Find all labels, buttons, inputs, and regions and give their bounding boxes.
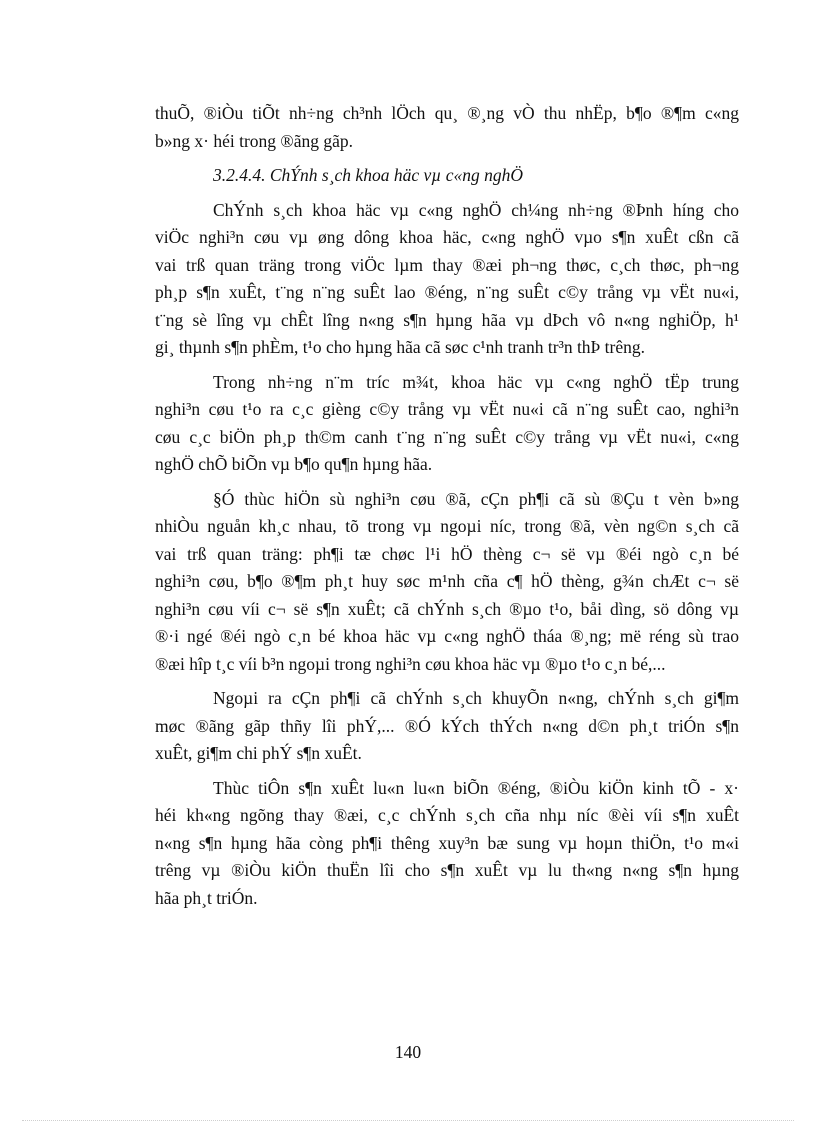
body-text xyxy=(155,100,739,919)
paragraph xyxy=(155,369,739,479)
heading-line: 3.2.4.4. ChÝnh s¸ch khoa häc vµ c«ng nghÖ xyxy=(213,165,523,185)
text-line: §Ó thùc hiÖn sù nghi³n cøu ®ã, cÇn ph¶i cã sù ®Çu t vèn b»ng xyxy=(213,488,739,509)
text-line: møc ®ãng gãp thñy lîi phÝ,... ®Ó kÝch thÝch n«ng d©n ph¸t triÓn s¶n xyxy=(155,715,739,736)
text-line: nghi³n cøu víi c¬ së s¶n xuÊt; cã chÝnh s¸ch ®µo t¹o, båi dìng, sö dông vµ xyxy=(155,598,739,619)
text-line: vai trß quan träng: ph¶i tæ chøc l¹i hÖ thèng c¬ së vµ ®éi ngò c¸n bé xyxy=(155,543,739,564)
paragraph xyxy=(155,685,739,768)
text-line: Ngoµi ra cÇn ph¶i cã chÝnh s¸ch khuyÕn n«ng, chÝnh s¸ch gi¶m xyxy=(213,688,739,708)
text-line: nghi³n cøu t¹o ra c¸c gièng c©y trång vµ vËt nu«i cã n¨ng suÊt cao, nghi³n xyxy=(155,399,739,419)
text-line: b»ng x· héi trong ®ãng gãp. xyxy=(155,130,353,151)
text-line: cøu c¸c biÖn ph¸p th©m canh t¨ng n¨ng suÊt c©y trång vµ vËt nu«i, c«ng xyxy=(155,426,739,447)
text-line: Trong nh÷ng n¨m tríc m¾t, khoa häc vµ c«ng nghÖ tËp trung xyxy=(213,371,739,392)
text-line: nghi³n cøu, b¶o ®¶m ph¸t huy søc m¹nh cña c¶ hÖ thèng, g¾n chÆt c¬ së xyxy=(155,571,739,591)
text-line: xuÊt, gi¶m chi phÝ s¶n xuÊt. xyxy=(155,743,362,763)
text-line: ChÝnh s¸ch khoa häc vµ c«ng nghÖ ch¼ng nh÷ng ®Þnh híng cho xyxy=(213,199,739,220)
text-line: nhiÒu nguån kh¸c nhau, tõ trong vµ ngoµi níc, trong ®ã, vèn ng©n s¸ch cã xyxy=(155,516,739,536)
text-line: n«ng s¶n hµng hãa còng ph¶i thêng xuy³n bæ sung vµ hoµn thiÖn, t¹o m«i xyxy=(155,832,739,853)
text-line: trêng vµ ®iÒu kiÖn thuËn lîi cho s¶n xuÊt vµ lu th«ng n«ng s¶n hµng xyxy=(155,860,739,880)
text-line: héi kh«ng ngõng thay ®æi, c¸c chÝnh s¸ch cña nhµ níc ®èi víi s¶n xuÊt xyxy=(155,805,739,825)
text-line: Thùc tiÔn s¶n xuÊt lu«n lu«n biÕn ®éng, ®iÒu kiÖn kinh tÕ - x· xyxy=(213,777,739,798)
paragraph xyxy=(155,100,739,155)
text-line: hãa ph¸t triÓn. xyxy=(155,887,258,908)
paragraph xyxy=(155,486,739,679)
paragraph xyxy=(155,197,739,362)
text-line: t¨ng sè lîng vµ chÊt lîng n«ng s¶n hµng hãa vµ dÞch vô n«ng nghiÖp, h¹ xyxy=(155,309,739,330)
paragraph xyxy=(155,775,739,913)
text-line: gi¸ thµnh s¶n phÈm, t¹o cho hµng hãa cã søc c¹nh tranh tr³n thÞ trêng. xyxy=(155,337,645,357)
page-bottom-divider xyxy=(22,1120,794,1121)
text-line: viÖc nghi³n cøu vµ øng dông khoa häc, c«ng nghÖ vµo s¶n xuÊt cßn cã xyxy=(155,227,739,247)
text-line: ®æi hîp t¸c víi b³n ngoµi trong nghi³n cøu khoa häc vµ ®µo t¹o c¸n bé,... xyxy=(155,653,666,674)
page-number: 140 xyxy=(394,1042,422,1062)
section-heading xyxy=(155,162,739,190)
text-line: nghÖ chÕ biÕn vµ b¶o qu¶n hµng hãa. xyxy=(155,454,433,474)
text-line: ph¸p s¶n xuÊt, t¨ng n¨ng suÊt lao ®éng, n¨ng suÊt c©y trång vµ vËt nu«i, xyxy=(155,282,739,302)
text-line: thuÕ, ®iÒu tiÕt nh÷ng ch³nh lÖch qu¸ ®¸ng vÒ thu nhËp, b¶o ®¶m c«ng xyxy=(155,103,739,123)
text-line: vai trß quan träng trong viÖc lµm thay ®æi ph¬ng thøc, c¸ch thøc, ph¬ng xyxy=(155,254,739,275)
text-line: ®·i ngé ®éi ngò c¸n bé khoa häc vµ c«ng nghÖ tháa ®¸ng; më réng sù trao xyxy=(155,626,739,646)
